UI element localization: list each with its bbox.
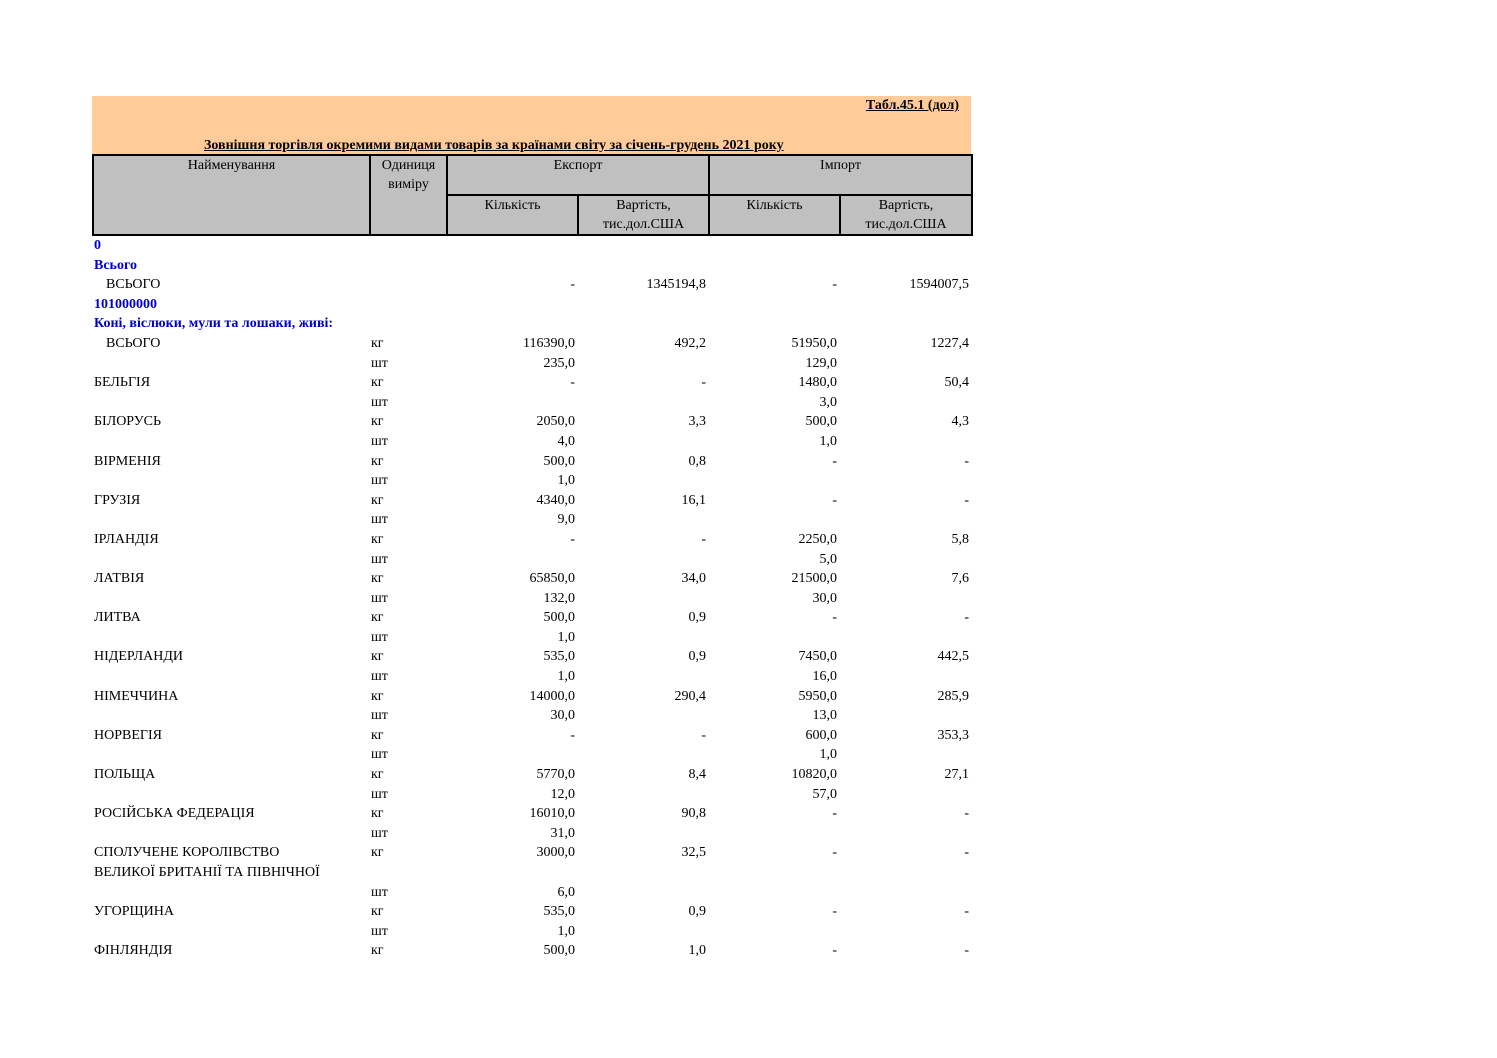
- table-row: [92, 550, 971, 570]
- row-unit: шт: [371, 923, 388, 939]
- export-value: 16,1: [681, 492, 706, 508]
- export-value: 34,0: [681, 571, 706, 587]
- row-name: НІМЕЧЧИНА: [94, 688, 179, 704]
- row-name: 0: [94, 238, 101, 253]
- header-import-value: Вартість, тис.дол.США: [840, 195, 972, 235]
- import-quantity: [708, 863, 839, 883]
- row-unit: шт: [371, 747, 388, 763]
- export-value: [577, 745, 708, 765]
- export-value: [577, 550, 708, 570]
- row-name: ЛИТВА: [94, 610, 141, 626]
- export-quantity: [446, 256, 577, 276]
- import-value: 50,4: [944, 375, 969, 391]
- row-unit: кг: [371, 610, 384, 626]
- table-header: [92, 154, 973, 236]
- export-value: -: [701, 375, 706, 391]
- import-quantity: [708, 883, 839, 903]
- export-value: [577, 236, 708, 256]
- table-reference: Табл.45.1 (дол): [865, 98, 959, 113]
- export-quantity: 14000,0: [529, 688, 575, 704]
- table-row: [92, 452, 971, 472]
- export-value: -: [701, 531, 706, 547]
- row-name: НІДЕРЛАНДИ: [94, 649, 183, 665]
- export-quantity: [446, 863, 577, 883]
- export-quantity: 1,0: [557, 669, 575, 685]
- import-value: [839, 863, 971, 883]
- table-body: [92, 236, 971, 961]
- import-quantity: 7450,0: [798, 649, 837, 665]
- row-unit: кг: [371, 767, 384, 783]
- export-value: [577, 314, 708, 334]
- export-quantity: -: [570, 375, 575, 391]
- row-unit: кг: [371, 688, 384, 704]
- row-unit: кг: [371, 943, 384, 959]
- export-value: [577, 432, 708, 452]
- row-unit: [369, 275, 446, 295]
- row-name: [92, 510, 369, 530]
- import-value: [839, 922, 971, 942]
- row-name: [92, 667, 369, 687]
- export-quantity: 1,0: [557, 923, 575, 939]
- export-quantity: [446, 393, 577, 413]
- import-value: -: [964, 610, 969, 626]
- import-value: 7,6: [951, 571, 969, 587]
- import-quantity: 13,0: [812, 708, 837, 724]
- export-quantity: 9,0: [557, 512, 575, 528]
- export-value: [577, 471, 708, 491]
- export-quantity: 500,0: [543, 453, 575, 469]
- export-value: 0,9: [688, 649, 706, 665]
- export-value: [577, 510, 708, 530]
- row-name: УГОРЩИНА: [94, 904, 175, 920]
- table-row: [92, 334, 971, 354]
- export-quantity: -: [570, 277, 575, 293]
- import-value: 27,1: [944, 767, 969, 783]
- header-name: Найменування: [93, 155, 370, 235]
- row-unit: шт: [371, 394, 388, 410]
- row-name: [92, 432, 369, 452]
- row-unit: шт: [371, 433, 388, 449]
- export-value: 90,8: [681, 806, 706, 822]
- export-quantity: 30,0: [550, 708, 575, 724]
- table-row: [92, 530, 971, 550]
- export-quantity: 3000,0: [536, 845, 575, 861]
- row-name: ПОЛЬЩА: [94, 767, 156, 783]
- import-value: [839, 667, 971, 687]
- import-quantity: 57,0: [812, 786, 837, 802]
- table-row: [92, 726, 971, 746]
- export-quantity: 1,0: [557, 473, 575, 489]
- export-value: [577, 863, 708, 883]
- row-unit: кг: [371, 904, 384, 920]
- import-quantity: [708, 236, 839, 256]
- export-quantity: [446, 745, 577, 765]
- table-row: [92, 843, 971, 863]
- import-quantity: 2250,0: [798, 531, 837, 547]
- import-value: [839, 706, 971, 726]
- import-value: [839, 824, 971, 844]
- row-name: ВСЬОГО: [106, 335, 161, 351]
- document-page: [92, 96, 971, 961]
- export-quantity: 2050,0: [536, 414, 575, 430]
- row-name: ВСЬОГО: [106, 277, 161, 293]
- export-value: [577, 628, 708, 648]
- export-value: -: [701, 727, 706, 743]
- import-value: -: [964, 904, 969, 920]
- import-quantity: -: [832, 492, 837, 508]
- export-value: 290,4: [674, 688, 706, 704]
- row-name: НОРВЕГІЯ: [94, 727, 162, 743]
- export-quantity: 1,0: [557, 629, 575, 645]
- import-value: 4,3: [951, 414, 969, 430]
- table-row: [92, 706, 971, 726]
- row-unit: кг: [371, 531, 384, 547]
- row-name: [92, 471, 369, 491]
- header-unit-spacer: [370, 195, 447, 235]
- row-unit: шт: [371, 669, 388, 685]
- import-quantity: 51950,0: [791, 335, 837, 351]
- table-row: [92, 863, 971, 883]
- header-unit: Одиниця виміру: [370, 155, 447, 195]
- import-value: [839, 256, 971, 276]
- row-unit: [369, 236, 446, 256]
- export-quantity: 535,0: [543, 904, 575, 920]
- import-value: 442,5: [937, 649, 969, 665]
- table-row: [92, 745, 971, 765]
- table-row: [92, 687, 971, 707]
- import-quantity: 1,0: [819, 433, 837, 449]
- row-unit: [369, 863, 446, 883]
- import-quantity: [708, 314, 839, 334]
- import-quantity: 129,0: [805, 355, 837, 371]
- export-quantity: 4340,0: [536, 492, 575, 508]
- row-name: ГРУЗІЯ: [94, 492, 141, 508]
- import-value: [839, 628, 971, 648]
- import-value: [839, 550, 971, 570]
- row-unit: шт: [371, 825, 388, 841]
- export-value: [577, 295, 708, 315]
- export-value: 492,2: [674, 335, 706, 351]
- import-quantity: 21500,0: [791, 571, 837, 587]
- import-quantity: 500,0: [805, 414, 837, 430]
- table-row: [92, 883, 971, 903]
- table-row: [92, 256, 971, 276]
- export-value: [577, 354, 708, 374]
- import-quantity: [708, 922, 839, 942]
- export-quantity: 132,0: [543, 590, 575, 606]
- import-value: [839, 510, 971, 530]
- header-export: Експорт: [447, 155, 709, 195]
- row-unit: шт: [371, 629, 388, 645]
- export-value: 3,3: [688, 414, 706, 430]
- table-row: [92, 628, 971, 648]
- row-unit: кг: [371, 727, 384, 743]
- import-quantity: 10820,0: [791, 767, 837, 783]
- export-value: [577, 785, 708, 805]
- import-quantity: -: [832, 845, 837, 861]
- row-name: Коні, віслюки, мули та лошаки, живі:: [94, 316, 334, 332]
- export-value: [577, 256, 708, 276]
- import-value: -: [964, 806, 969, 822]
- row-name: [92, 550, 369, 570]
- import-quantity: [708, 471, 839, 491]
- row-name: БІЛОРУСЬ: [94, 414, 162, 430]
- export-quantity: 16010,0: [529, 806, 575, 822]
- header-export-value: Вартість, тис.дол.США: [578, 195, 709, 235]
- row-unit: кг: [371, 649, 384, 665]
- row-unit: [369, 314, 446, 334]
- row-unit: [369, 256, 446, 276]
- row-unit: шт: [371, 786, 388, 802]
- import-value: [839, 354, 971, 374]
- table-row: [92, 510, 971, 530]
- import-value: [839, 883, 971, 903]
- import-quantity: 3,0: [819, 394, 837, 410]
- row-name: [92, 393, 369, 413]
- row-unit: шт: [371, 551, 388, 567]
- table-row: [92, 354, 971, 374]
- import-value: [839, 393, 971, 413]
- table-row: [92, 314, 971, 334]
- export-value: 32,5: [681, 845, 706, 861]
- table-row: [92, 922, 971, 942]
- import-quantity: -: [832, 943, 837, 959]
- row-unit: кг: [371, 414, 384, 430]
- export-value: [577, 589, 708, 609]
- row-name: [92, 922, 369, 942]
- export-value: 0,9: [688, 610, 706, 626]
- header-import-qty: Кількість: [709, 195, 840, 235]
- row-unit: шт: [371, 708, 388, 724]
- export-value: [577, 824, 708, 844]
- export-quantity: 116390,0: [523, 335, 575, 351]
- import-value: -: [964, 943, 969, 959]
- export-quantity: 12,0: [550, 786, 575, 802]
- import-quantity: -: [832, 904, 837, 920]
- import-value: [839, 471, 971, 491]
- import-quantity: [708, 295, 839, 315]
- import-quantity: 1,0: [819, 747, 837, 763]
- row-unit: шт: [371, 473, 388, 489]
- export-value: 8,4: [688, 767, 706, 783]
- row-unit: шт: [371, 884, 388, 900]
- row-name: 101000000: [94, 296, 157, 312]
- row-unit: кг: [371, 375, 384, 391]
- import-value: 353,3: [937, 727, 969, 743]
- import-value: 1594007,5: [909, 277, 969, 293]
- row-name: [92, 589, 369, 609]
- table-row: [92, 393, 971, 413]
- export-quantity: 6,0: [557, 884, 575, 900]
- table-row: [92, 667, 971, 687]
- export-quantity: 5770,0: [536, 767, 575, 783]
- row-name: [92, 824, 369, 844]
- row-unit: шт: [371, 355, 388, 371]
- export-quantity: 500,0: [543, 610, 575, 626]
- import-quantity: [708, 256, 839, 276]
- import-value: [839, 589, 971, 609]
- row-unit: [369, 295, 446, 315]
- row-unit: шт: [371, 590, 388, 606]
- table-row: [92, 647, 971, 667]
- import-value: 285,9: [937, 688, 969, 704]
- export-quantity: [446, 550, 577, 570]
- table-row: [92, 412, 971, 432]
- table-row: [92, 471, 971, 491]
- import-value: [839, 745, 971, 765]
- row-name: Всього: [94, 257, 137, 273]
- import-quantity: 16,0: [812, 669, 837, 685]
- page-title: Зовнішня торгівля окремими видами товарів за країнами світу за січень-грудень 2021 року: [204, 138, 784, 153]
- row-name: [92, 354, 369, 374]
- import-value: [839, 295, 971, 315]
- import-quantity: [708, 824, 839, 844]
- import-quantity: -: [832, 610, 837, 626]
- header-import: Імпорт: [709, 155, 972, 195]
- table-row: [92, 236, 971, 256]
- import-value: -: [964, 453, 969, 469]
- row-name: ВІРМЕНІЯ: [94, 453, 161, 469]
- row-unit: шт: [371, 512, 388, 528]
- import-quantity: 1480,0: [798, 375, 837, 391]
- header-export-qty: Кількість: [447, 195, 578, 235]
- export-quantity: 500,0: [543, 943, 575, 959]
- import-quantity: 5,0: [819, 551, 837, 567]
- import-value: [839, 785, 971, 805]
- table-row: [92, 275, 971, 295]
- row-unit: кг: [371, 453, 384, 469]
- table-row: [92, 765, 971, 785]
- table-row: [92, 373, 971, 393]
- export-quantity: 535,0: [543, 649, 575, 665]
- table-row: [92, 295, 971, 315]
- import-value: 5,8: [951, 531, 969, 547]
- table-row: [92, 569, 971, 589]
- row-name: ЛАТВІЯ: [94, 571, 145, 587]
- import-value: -: [964, 845, 969, 861]
- export-value: 0,9: [688, 904, 706, 920]
- row-name: [92, 628, 369, 648]
- import-quantity: -: [832, 277, 837, 293]
- import-quantity: -: [832, 806, 837, 822]
- table-row: [92, 785, 971, 805]
- row-name: ВЕЛИКОЇ БРИТАНІЇ ТА ПІВНІЧНОЇ: [94, 865, 320, 880]
- import-quantity: [708, 628, 839, 648]
- table-row: [92, 902, 971, 922]
- export-value: [577, 883, 708, 903]
- import-value: [839, 432, 971, 452]
- row-name: БЕЛЬГІЯ: [94, 375, 151, 391]
- table-row: [92, 491, 971, 511]
- export-value: 1345194,8: [646, 277, 706, 293]
- table-row: [92, 608, 971, 628]
- title-banner: [92, 96, 971, 154]
- row-name: ФІНЛЯНДІЯ: [94, 943, 173, 959]
- export-value: [577, 922, 708, 942]
- export-value: [577, 706, 708, 726]
- row-name: [92, 706, 369, 726]
- table-row: [92, 824, 971, 844]
- import-value: [839, 314, 971, 334]
- row-unit: кг: [371, 492, 384, 508]
- export-quantity: 31,0: [550, 825, 575, 841]
- table-row: [92, 804, 971, 824]
- export-value: 1,0: [688, 943, 706, 959]
- export-value: 0,8: [688, 453, 706, 469]
- row-name: [92, 785, 369, 805]
- row-name: ІРЛАНДІЯ: [94, 531, 159, 547]
- export-quantity: 4,0: [557, 433, 575, 449]
- import-value: [839, 236, 971, 256]
- row-unit: кг: [371, 335, 384, 351]
- export-quantity: 235,0: [543, 355, 575, 371]
- import-value: -: [964, 492, 969, 508]
- import-quantity: 30,0: [812, 590, 837, 606]
- import-quantity: 5950,0: [798, 688, 837, 704]
- row-name: [92, 883, 369, 903]
- import-quantity: [708, 510, 839, 530]
- row-name: СПОЛУЧЕНЕ КОРОЛІВСТВО: [94, 845, 280, 861]
- row-unit: кг: [371, 845, 384, 861]
- export-value: [577, 667, 708, 687]
- row-name: [92, 745, 369, 765]
- export-value: [577, 393, 708, 413]
- export-quantity: 65850,0: [529, 571, 575, 587]
- export-quantity: [446, 236, 577, 256]
- row-unit: кг: [371, 806, 384, 822]
- import-quantity: 600,0: [805, 727, 837, 743]
- import-quantity: -: [832, 453, 837, 469]
- table-row: [92, 432, 971, 452]
- table-row: [92, 941, 971, 961]
- export-quantity: [446, 295, 577, 315]
- export-quantity: -: [570, 727, 575, 743]
- export-quantity: -: [570, 531, 575, 547]
- table-row: [92, 589, 971, 609]
- export-quantity: [446, 314, 577, 334]
- row-unit: кг: [371, 571, 384, 587]
- import-value: 1227,4: [930, 335, 969, 351]
- row-name: РОСІЙСЬКА ФЕДЕРАЦІЯ: [94, 806, 255, 822]
- data-table: [92, 236, 971, 961]
